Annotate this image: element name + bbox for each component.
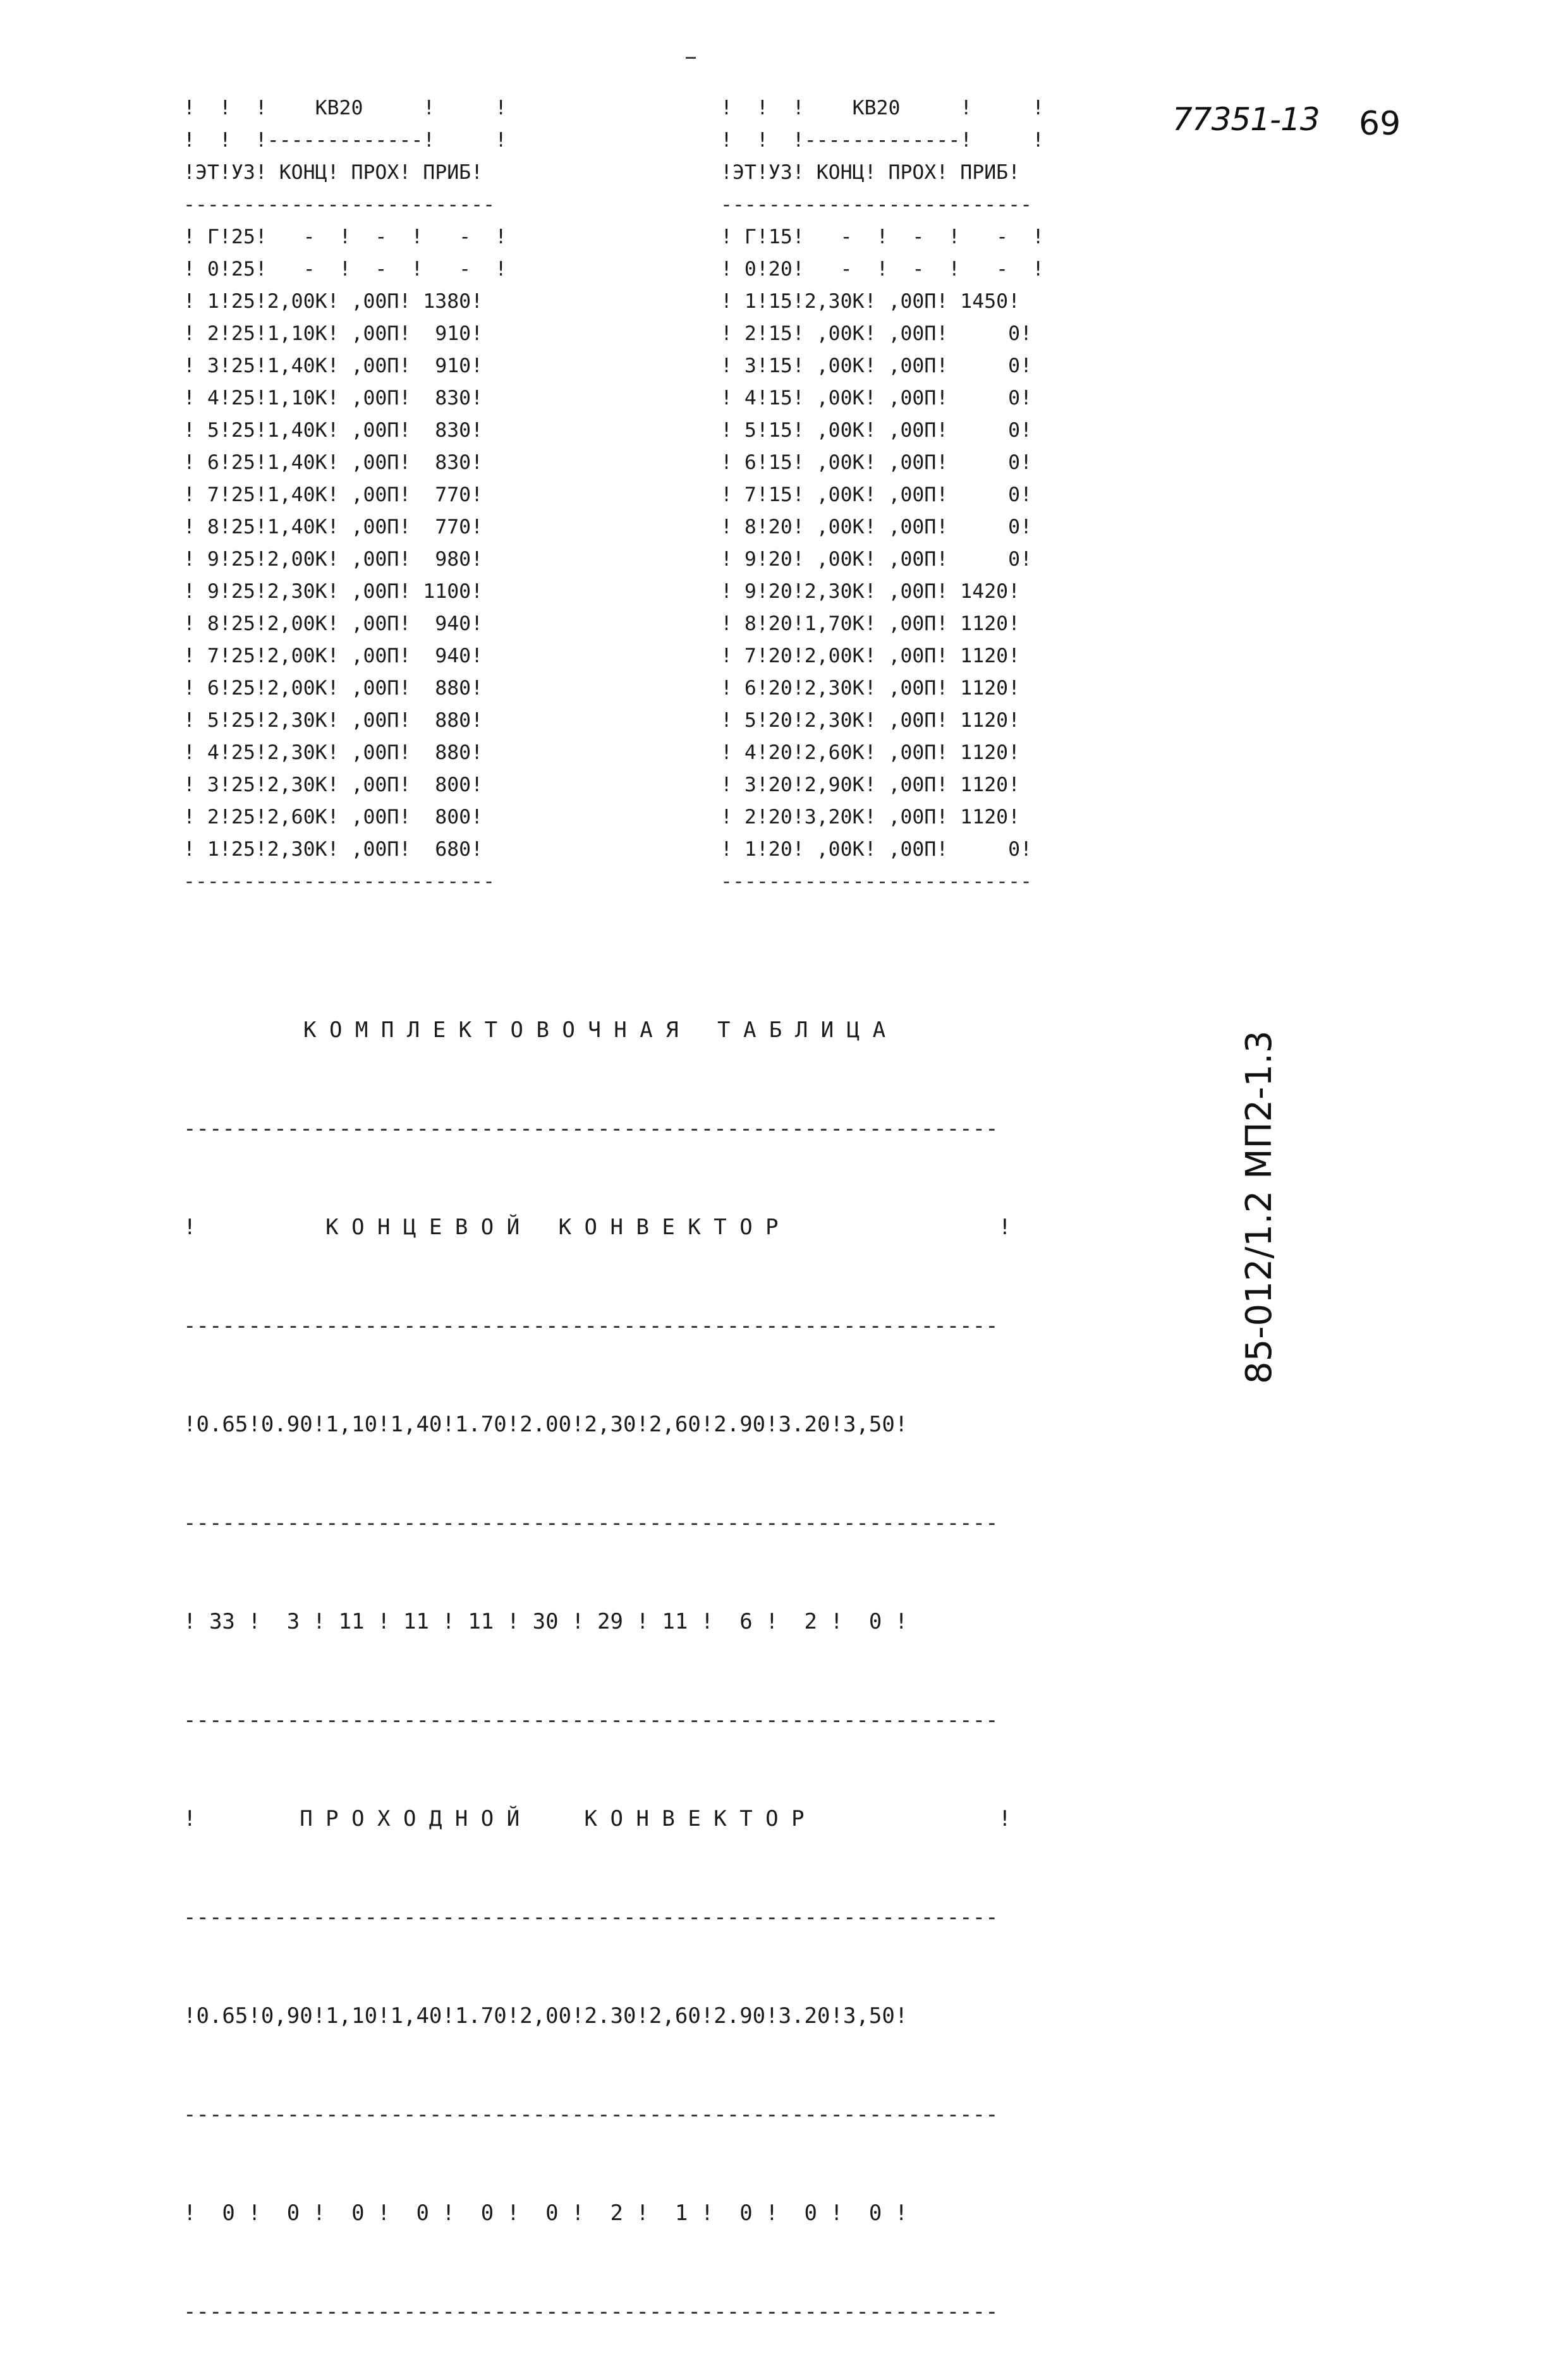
kit-table-rule: ---------------------------------------------------------------	[183, 2102, 999, 2127]
left-table-line: !ЭТ!УЗ! КОНЦ! ПРОХ! ПРИБ!	[183, 161, 483, 184]
right-table-line: --------------------------	[720, 870, 1033, 893]
end-convector-sizes: !0.65!0.90!1,10!1,40!1.70!2.00!2,30!2,60!2.90!3.20!3,50!	[183, 1412, 908, 1437]
right-table-line: ! ! ! КВ20 ! !	[720, 97, 1045, 119]
right-table-line: ! 4!20!2,60К! ,00П! 1120!	[720, 741, 1021, 764]
right-table-line: ! 2!15! ,00К! ,00П! 0!	[720, 322, 1033, 345]
right-table-line: ! 7!20!2,00К! ,00П! 1120!	[720, 645, 1021, 667]
left-table-line: ! 2!25!2,60К! ,00П! 800!	[183, 806, 483, 828]
document-number: 77351-13	[1172, 101, 1320, 138]
right-table-line: ! 1!15!2,30К! ,00П! 1450!	[720, 290, 1021, 313]
left-table-line: --------------------------	[183, 193, 495, 216]
left-table-line: ! 0!25! - ! - ! - !	[183, 258, 507, 281]
left-table-line: ! 3!25!1,40К! ,00П! 910!	[183, 355, 483, 377]
kit-table-rule: ---------------------------------------------------------------	[183, 1116, 999, 1141]
left-table-line: ! 9!25!2,00К! ,00П! 980!	[183, 548, 483, 571]
kit-table	[183, 948, 1011, 2361]
right-table-line: ! Г!15! - ! - ! - !	[720, 226, 1045, 248]
left-floor-table	[183, 92, 507, 898]
right-table-line: ! 8!20! ,00К! ,00П! 0!	[720, 516, 1033, 538]
right-table-line: ! 8!20!1,70К! ,00П! 1120!	[720, 612, 1021, 635]
left-table-line: ! 7!25!2,00К! ,00П! 940!	[183, 645, 483, 667]
end-convector-heading: ! К О Н Ц Е В О Й К О Н В Е К Т О Р !	[183, 1215, 1012, 1240]
right-table-line: ! 4!15! ,00К! ,00П! 0!	[720, 387, 1033, 410]
kit-table-rule: ---------------------------------------------------------------	[183, 1510, 999, 1536]
scan-mark	[686, 57, 696, 59]
left-table-line: ! 1!25!2,30К! ,00П! 680!	[183, 838, 483, 861]
right-table-line: !ЭТ!УЗ! КОНЦ! ПРОХ! ПРИБ!	[720, 161, 1021, 184]
left-table-line: ! 7!25!1,40К! ,00П! 770!	[183, 483, 483, 506]
right-table-line: ! 1!20! ,00К! ,00П! 0!	[720, 838, 1033, 861]
right-table-line: ! 3!20!2,90К! ,00П! 1120!	[720, 774, 1021, 796]
left-table-line: ! 3!25!2,30К! ,00П! 800!	[183, 774, 483, 796]
pass-convector-counts: ! 0 ! 0 ! 0 ! 0 ! 0 ! 0 ! 2 ! 1 ! 0 ! 0 ! 0 !	[183, 2200, 908, 2226]
left-table-line: ! 2!25!1,10К! ,00П! 910!	[183, 322, 483, 345]
left-table-line: ! 8!25!2,00К! ,00П! 940!	[183, 612, 483, 635]
left-table-line: ! 8!25!1,40К! ,00П! 770!	[183, 516, 483, 538]
kit-table-rule: ---------------------------------------------------------------	[183, 1905, 999, 1930]
kit-table-title: К О М П Л Е К Т О В О Ч Н А Я Т А Б Л И Ц А	[303, 1017, 886, 1043]
kit-table-rule: ---------------------------------------------------------------	[183, 2299, 999, 2324]
left-table-line: ! 1!25!2,00К! ,00П! 1380!	[183, 290, 483, 313]
right-table-line: ! 5!20!2,30К! ,00П! 1120!	[720, 709, 1021, 732]
right-floor-table	[720, 92, 1044, 898]
drawing-code-label: 85-012/1.2 МП2-1.3	[1239, 1030, 1280, 1384]
right-table-line: ! 3!15! ,00К! ,00П! 0!	[720, 355, 1033, 377]
right-table-line: --------------------------	[720, 193, 1033, 216]
pass-convector-heading: ! П Р О Х О Д Н О Й К О Н В Е К Т О Р !	[183, 1806, 1012, 1831]
right-table-line: ! ! !-------------! !	[720, 129, 1045, 152]
pass-convector-sizes: !0.65!0,90!1,10!1,40!1.70!2,00!2.30!2,60!2.90!3.20!3,50!	[183, 2003, 908, 2029]
left-table-line: ! 9!25!2,30К! ,00П! 1100!	[183, 580, 483, 603]
left-table-line: ! 5!25!1,40К! ,00П! 830!	[183, 419, 483, 442]
right-table-line: ! 7!15! ,00К! ,00П! 0!	[720, 483, 1033, 506]
left-table-line: ! 4!25!1,10К! ,00П! 830!	[183, 387, 483, 410]
left-table-line: ! 5!25!2,30К! ,00П! 880!	[183, 709, 483, 732]
left-table-line: ! 4!25!2,30К! ,00П! 880!	[183, 741, 483, 764]
right-table-line: ! 9!20!2,30К! ,00П! 1420!	[720, 580, 1021, 603]
kit-table-rule: ---------------------------------------------------------------	[183, 1708, 999, 1733]
right-table-line: ! 2!20!3,20К! ,00П! 1120!	[720, 806, 1021, 828]
right-table-line: ! 9!20! ,00К! ,00П! 0!	[720, 548, 1033, 571]
right-table-line: ! 6!15! ,00К! ,00П! 0!	[720, 451, 1033, 474]
left-table-line: ! 6!25!1,40К! ,00П! 830!	[183, 451, 483, 474]
right-table-line: ! 0!20! - ! - ! - !	[720, 258, 1045, 281]
left-table-line: ! ! ! КВ20 ! !	[183, 97, 507, 119]
left-table-line: ! ! !-------------! !	[183, 129, 507, 152]
page-number: 69	[1359, 105, 1401, 143]
right-table-line: ! 5!15! ,00К! ,00П! 0!	[720, 419, 1033, 442]
right-table-line: ! 6!20!2,30К! ,00П! 1120!	[720, 677, 1021, 700]
left-table-line: ! 6!25!2,00К! ,00П! 880!	[183, 677, 483, 700]
end-convector-counts: ! 33 ! 3 ! 11 ! 11 ! 11 ! 30 ! 29 ! 11 ! 6 ! 2 ! 0 !	[183, 1609, 908, 1634]
left-table-line: ! Г!25! - ! - ! - !	[183, 226, 507, 248]
left-table-line: --------------------------	[183, 870, 495, 893]
kit-table-rule: ---------------------------------------------------------------	[183, 1313, 999, 1338]
